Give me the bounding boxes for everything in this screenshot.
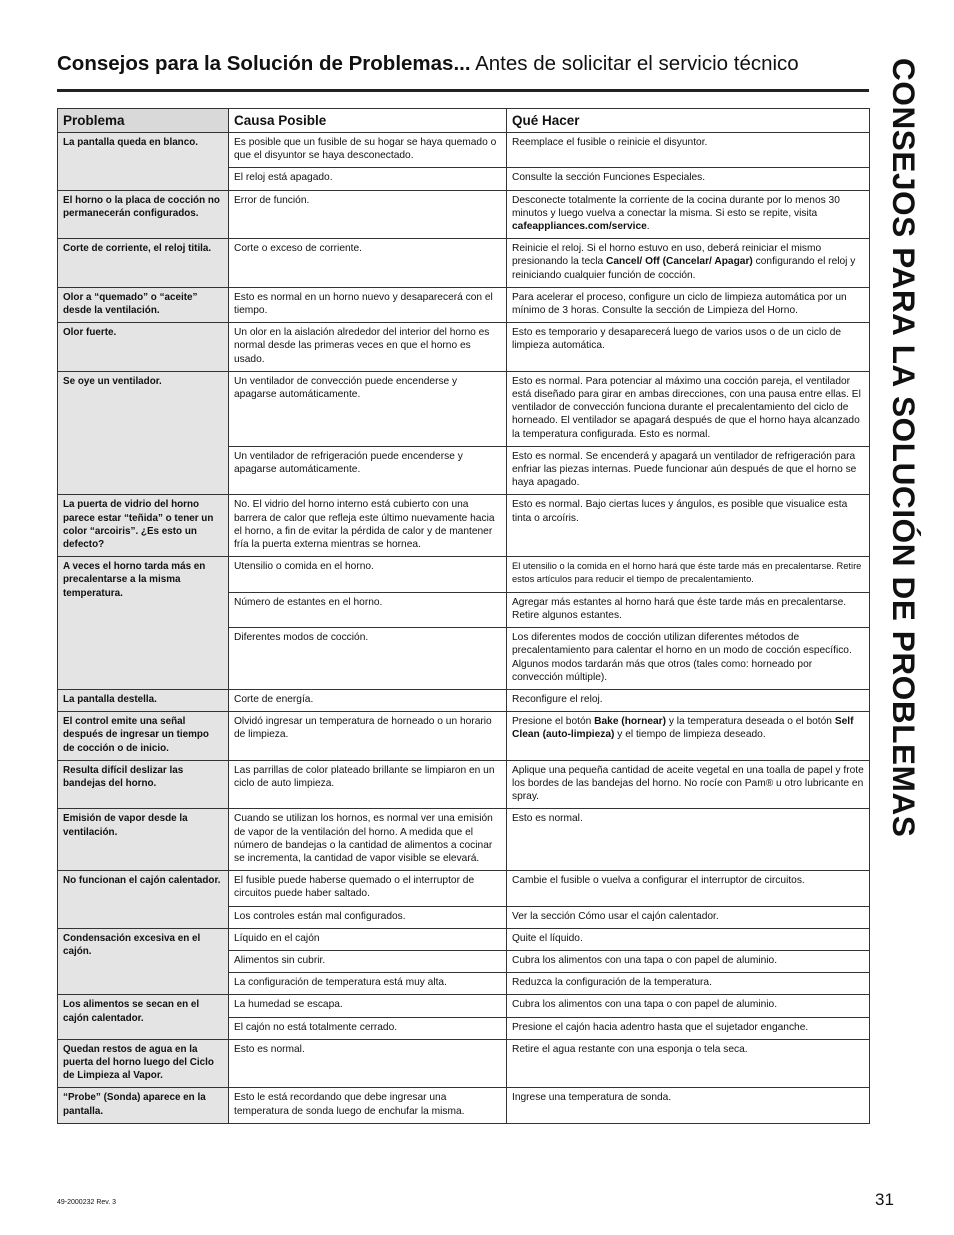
cause-cell: Un ventilador de refrigeración puede encenderse y apagarse automáticamente.	[229, 446, 507, 495]
action-text: y el tiempo de limpieza deseado.	[614, 729, 766, 741]
action-cell: Reconfigure el reloj.	[507, 689, 870, 711]
problem-cell: No funcionan el cajón calentador.	[58, 871, 229, 929]
cause-cell: Cuando se utilizan los hornos, es normal ver una emisión de vapor de la ventilación del horno. A medida que el número de bandejas o la cantidad de alimentos a cocinar se incrementa, la cantidad de vapor visible se elevará.	[229, 809, 507, 871]
problem-cell: Quedan restos de agua en la puerta del horno luego del Ciclo de Limpieza al Vapor.	[58, 1039, 229, 1088]
action-emphasis: cafeappliances.com/service	[512, 221, 647, 233]
table-row	[58, 928, 870, 950]
page-title-rest: Antes de solicitar el servicio técnico	[470, 52, 799, 75]
table-row	[58, 323, 870, 372]
problem-cell: La pantalla queda en blanco.	[58, 133, 229, 191]
problem-cell: Se oye un ventilador.	[58, 371, 229, 495]
side-title-text: CONSEJOS PARA LA SOLUCIÓN DE PROBLEMAS	[886, 58, 922, 838]
action-text: Desconecte totalmente la corriente de la cocina durante por lo menos 30 minutos y luego vuelva a conectar la misma. Si esto se repite, visita	[512, 194, 840, 219]
action-emphasis: Cancel/ Off (Cancelar/ Apagar)	[606, 256, 753, 268]
action-text: Reinicie el reloj. Si el horno estuvo en uso, deberá reiniciar el mismo presionando la tecla	[512, 243, 822, 268]
action-emphasis: Self Clean (auto-limpieza)	[512, 716, 854, 741]
action-cell: Esto es normal. Bajo ciertas luces y ángulos, es posible que visualice esta tinta o arcoíris.	[507, 495, 870, 557]
problem-cell: Resulta difícil deslizar las bandejas del horno.	[58, 760, 229, 809]
action-cell: Reduzca la configuración de la temperatura.	[507, 973, 870, 995]
action-text: .	[646, 221, 650, 233]
title-rule	[57, 89, 869, 92]
action-cell	[507, 712, 870, 761]
cause-cell: Líquido en el cajón	[229, 928, 507, 950]
action-cell: Para acelerar el proceso, configure un ciclo de limpieza automática por un mínimo de 3 horas. Consulte la sección de Limpieza del Horno.	[507, 287, 870, 322]
cause-cell: Un olor en la aislación alrededor del interior del horno es normal desde las primeras veces en que el horno es usado.	[229, 323, 507, 372]
cause-cell: El fusible puede haberse quemado o el interruptor de circuitos puede haber saltado.	[229, 871, 507, 906]
problem-cell: El horno o la placa de cocción no permanecerán configurados.	[58, 190, 229, 239]
table-row	[58, 495, 870, 557]
action-text: configurando el reloj y reiniciando cualquier función de cocción.	[512, 256, 856, 281]
problem-cell: A veces el horno tarda más en precalentarse a la misma temperatura.	[58, 557, 229, 690]
page-number: 31	[875, 1190, 894, 1209]
table-row	[58, 871, 870, 906]
header-problem: Problema	[58, 109, 229, 133]
side-title	[880, 58, 924, 838]
action-cell: Ver la sección Cómo usar el cajón calentador.	[507, 906, 870, 928]
page-title	[57, 52, 799, 76]
cause-cell: Corte de energía.	[229, 689, 507, 711]
table-row	[58, 371, 870, 446]
cause-cell: El reloj está apagado.	[229, 168, 507, 190]
table-row	[58, 190, 870, 239]
cause-cell: Alimentos sin cubrir.	[229, 950, 507, 972]
doc-number: 49-2000232 Rev. 3	[57, 1199, 117, 1206]
action-cell: Consulte la sección Funciones Especiales.	[507, 168, 870, 190]
cause-cell: Los controles están mal configurados.	[229, 906, 507, 928]
action-cell	[507, 190, 870, 239]
header-action: Qué Hacer	[507, 109, 870, 133]
cause-cell: Error de función.	[229, 190, 507, 239]
cause-cell: El cajón no está totalmente cerrado.	[229, 1017, 507, 1039]
action-cell: Retire el agua restante con una esponja o tela seca.	[507, 1039, 870, 1088]
cause-cell: Esto es normal.	[229, 1039, 507, 1088]
action-cell: Presione el cajón hacia adentro hasta que el sujetador enganche.	[507, 1017, 870, 1039]
action-cell: El utensilio o la comida en el horno hará que éste tarde más en precalentarse. Retire estos artículos para reducir el tiempo de precalentamiento.	[507, 557, 870, 592]
cause-cell: Esto le está recordando que debe ingresar una temperatura de sonda luego de enchufar la misma.	[229, 1088, 507, 1123]
table-row	[58, 809, 870, 871]
action-cell: Agregar más estantes al horno hará que éste tarde más en precalentarse. Retire algunos estantes.	[507, 592, 870, 627]
action-cell: Ingrese una temperatura de sonda.	[507, 1088, 870, 1123]
problem-cell: Condensación excesiva en el cajón.	[58, 928, 229, 995]
cause-cell: Es posible que un fusible de su hogar se haya quemado o que el disyuntor se haya desconectado.	[229, 133, 507, 168]
cause-cell: Utensilio o comida en el horno.	[229, 557, 507, 592]
cause-cell: Número de estantes en el horno.	[229, 592, 507, 627]
table-row	[58, 689, 870, 711]
cause-cell: Las parrillas de color plateado brillante se limpiaron en un ciclo de auto limpieza.	[229, 760, 507, 809]
table-row	[58, 995, 870, 1017]
action-cell: Esto es normal.	[507, 809, 870, 871]
problem-cell: Corte de corriente, el reloj titila.	[58, 239, 229, 288]
action-cell: Esto es normal. Se encenderá y apagará un ventilador de refrigeración para enfriar las piezas internas. Puede funcionar aún después de que el horno se haya apagado.	[507, 446, 870, 495]
action-text: Presione el botón	[512, 716, 595, 728]
header-cause: Causa Posible	[229, 109, 507, 133]
table-row	[58, 1039, 870, 1088]
table-row	[58, 557, 870, 592]
table-row	[58, 287, 870, 322]
page-title-bold: Consejos para la Solución de Problemas...	[57, 52, 471, 75]
table-body	[58, 133, 870, 1124]
action-cell: Esto es normal. Para potenciar al máximo una cocción pareja, el ventilador está diseñado para girar en ambas direcciones, con una pausa entre ellas. El ventilador de convección funciona durante el precalentamiento del ciclo de horneado. El ventilador se apagará después de que el horno haya alcanzado la temperatura configurada. Esto es normal.	[507, 371, 870, 446]
problem-cell: Emisión de vapor desde la ventilación.	[58, 809, 229, 871]
cause-cell: Un ventilador de convección puede encenderse y apagarse automáticamente.	[229, 371, 507, 446]
action-cell: Quite el líquido.	[507, 928, 870, 950]
table-row	[58, 133, 870, 168]
cause-cell: Corte o exceso de corriente.	[229, 239, 507, 288]
action-cell: Cubra los alimentos con una tapa o con papel de aluminio.	[507, 950, 870, 972]
cause-cell: No. El vidrio del horno interno está cubierto con una barrera de calor que refleja este último nuevamente hacia el horno, a fin de evitar la pérdida de calor y de mantener fría la puerta externa mientras se hornea.	[229, 495, 507, 557]
problem-cell: “Probe” (Sonda) aparece en la pantalla.	[58, 1088, 229, 1123]
cause-cell: La configuración de temperatura está muy alta.	[229, 973, 507, 995]
table-row	[58, 760, 870, 809]
table-row	[58, 712, 870, 761]
cause-cell: Esto es normal en un horno nuevo y desaparecerá con el tiempo.	[229, 287, 507, 322]
table-row	[58, 1088, 870, 1123]
action-cell: Esto es temporario y desaparecerá luego de varios usos o de un ciclo de limpieza automática.	[507, 323, 870, 372]
problem-cell: La puerta de vidrio del horno parece estar “teñida” o tener un color “arcoiris”. ¿Es esto un defecto?	[58, 495, 229, 557]
action-cell	[507, 239, 870, 288]
cause-cell: Diferentes modos de cocción.	[229, 628, 507, 690]
problem-cell: Olor fuerte.	[58, 323, 229, 372]
cause-cell: Olvidó ingresar un temperatura de horneado o un horario de limpieza.	[229, 712, 507, 761]
action-cell: Reemplace el fusible o reinicie el disyuntor.	[507, 133, 870, 168]
action-cell: Aplique una pequeña cantidad de aceite vegetal en una toalla de papel y frote los bordes de las bandejas del horno. No rocíe con Pam® u otro lubricante en spray.	[507, 760, 870, 809]
problem-cell: El control emite una señal después de ingresar un tiempo de cocción o de inicio.	[58, 712, 229, 761]
troubleshooting-table	[57, 108, 870, 1124]
action-cell: Cambie el fusible o vuelva a configurar el interruptor de circuitos.	[507, 871, 870, 906]
problem-cell: La pantalla destella.	[58, 689, 229, 711]
table-row	[58, 239, 870, 288]
action-cell: Cubra los alimentos con una tapa o con papel de aluminio.	[507, 995, 870, 1017]
problem-cell: Olor a “quemado” o “aceite” desde la ventilación.	[58, 287, 229, 322]
action-cell: Los diferentes modos de cocción utilizan diferentes métodos de precalentamiento para calentar el horno en un modo de cocción específico. Algunos modos tardarán más que otros (tales como: horneado por convección múltiple).	[507, 628, 870, 690]
action-emphasis: Bake (hornear)	[594, 716, 667, 728]
problem-cell: Los alimentos se secan en el cajón calentador.	[58, 995, 229, 1039]
action-text: y la temperatura deseada o el botón	[666, 716, 835, 728]
table-header-row	[58, 109, 870, 133]
cause-cell: La humedad se escapa.	[229, 995, 507, 1017]
